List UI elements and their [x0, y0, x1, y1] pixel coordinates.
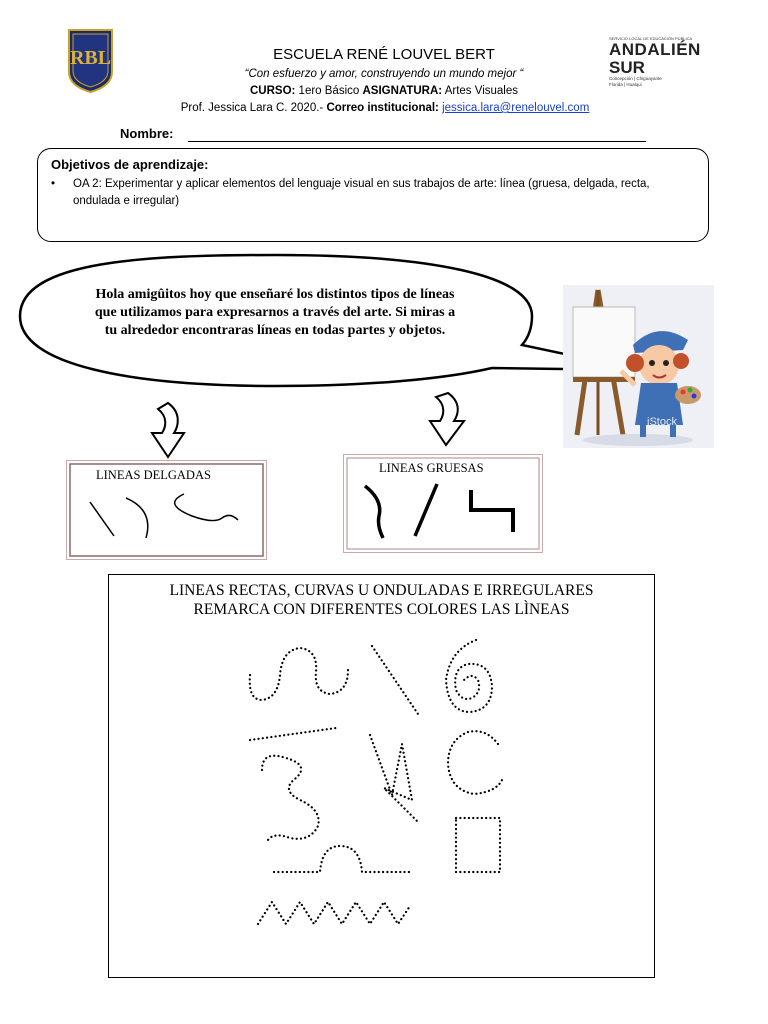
nombre-label: Nombre:: [120, 126, 174, 141]
dotted-square: [456, 818, 500, 872]
email-label: Correo institucional:: [326, 102, 443, 114]
curso-value: 1ero Básico: [295, 85, 363, 97]
asignatura-label: ASIGNATURA:: [362, 85, 443, 97]
teacher-name: Prof. Jessica Lara C. 2020.-: [180, 102, 327, 114]
svg-text:RBL: RBL: [69, 47, 112, 69]
brand-sub-1: Concepción | Chiguayante: [609, 76, 662, 81]
asignatura-value: Artes Visuales: [442, 85, 518, 97]
school-name: ESCUELA RENÉ LOUVEL BERT: [273, 46, 495, 63]
dotted-bump-line: [274, 846, 410, 872]
bullet-icon: •: [51, 178, 56, 190]
label-lineas-delgadas: LINEAS DELGADAS: [96, 468, 211, 482]
objectives-heading: Objetivos de aprendizaje:: [51, 157, 209, 172]
curso-label: CURSO:: [249, 85, 296, 97]
label-lineas-gruesas: LINEAS GRUESAS: [379, 461, 484, 475]
dotted-spiral: [446, 640, 492, 712]
dotted-sawtooth: [258, 902, 410, 924]
brand-small-line: SERVICIO LOCAL DE EDUCACIÓN PÚBLICA: [609, 36, 693, 41]
email-link[interactable]: jessica.lara@renelouvel.com: [442, 102, 590, 114]
brand-name-1: ANDALIÉN: [609, 40, 701, 59]
dotted-wave: [250, 648, 348, 700]
dotted-circle: [448, 731, 502, 794]
watermark-text: iStock: [647, 416, 677, 428]
exercise-heading-line-1: LINEAS RECTAS, CURVAS U ONDULADAS E IRREGULARES: [169, 582, 594, 599]
dotted-diagonal: [372, 646, 418, 714]
school-motto: “Con esfuerzo y amor, construyendo un mundo mejor “: [244, 68, 524, 80]
dotted-straight-line: [250, 728, 336, 740]
dotted-irregular-shape: [262, 756, 319, 840]
dotted-zigzag-shape: [370, 735, 418, 822]
brand-name-2: SUR: [609, 58, 645, 77]
exercise-heading-line-2: REMARCA CON DIFERENTES COLORES LAS LÌNEAS: [193, 601, 570, 618]
speech-bubble-text: Hola amigûitos hoy que enseñaré los distintos tipos de líneas que utilizamos para expresarnos a través del arte. Si miras a tu alrededor encontraras líneas en todas partes y objetos.: [94, 287, 456, 338]
objective-text: OA 2: Experimentar y aplicar elementos del lenguaje visual en sus trabajos de arte: línea (gruesa, delgada, recta, ondulada e irregular): [73, 178, 650, 207]
brand-sub-2: Florida | Hualqui: [609, 82, 642, 87]
